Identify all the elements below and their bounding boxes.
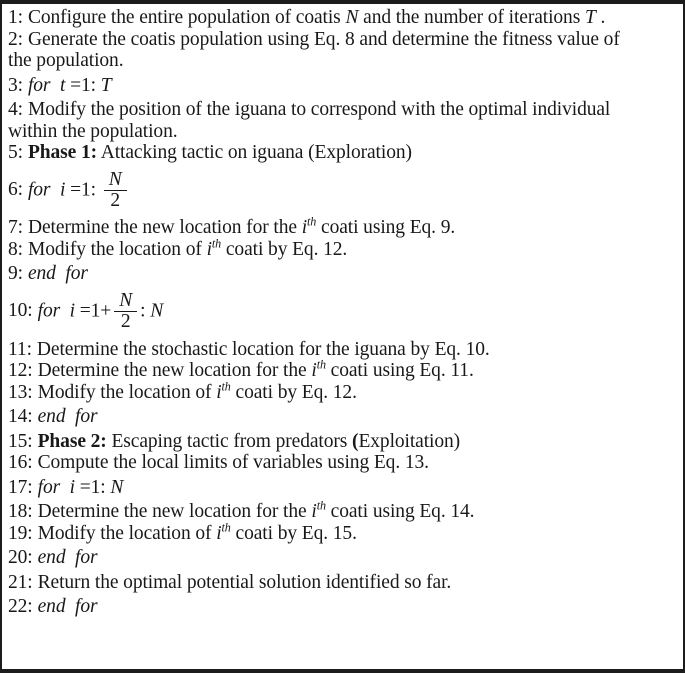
text-segment: for [37, 300, 61, 322]
text-segment: Phase 1: [27, 142, 98, 163]
line-number: 9: [8, 263, 23, 285]
text-segment: for [27, 178, 51, 200]
text-segment: th [211, 236, 222, 251]
algorithm-line-21 [8, 572, 677, 594]
algorithm-line-1 [8, 7, 677, 29]
algorithm-line-22 [8, 596, 677, 618]
text-segment: =1+ [74, 300, 112, 322]
text-segment [50, 75, 60, 96]
text-segment: Determine the new location for the [37, 360, 312, 382]
text-segment: th [316, 498, 326, 513]
line-number: 5: [8, 142, 23, 163]
line-number: 7: [8, 217, 23, 239]
text-segment: T [584, 7, 596, 28]
text-segment: Attacking tactic on iguana (Exploration) [97, 142, 412, 163]
text-segment: Generate the coatis population using Eq. 8 and determine the fitness value of [27, 28, 620, 50]
text-segment: Modify the location of [27, 238, 207, 260]
line-number: 4: [8, 99, 23, 120]
line-number: 17: [8, 476, 33, 498]
text-segment: i [60, 178, 66, 200]
line-number: 8: [8, 238, 23, 260]
text-segment: Determine the new location for the [37, 501, 312, 523]
line-number: 18: [8, 501, 33, 523]
line-number: 15: [8, 430, 33, 452]
text-segment: end for [37, 406, 98, 428]
text-segment: coati by Eq. 12. [230, 381, 357, 403]
text-segment: the population. [8, 50, 124, 71]
line-number: 19: [8, 522, 33, 544]
fraction-denominator: 2 [114, 311, 137, 332]
text-segment: Determine the stochastic location for the iguana by Eq. 10. [36, 338, 490, 360]
text-segment: i [69, 476, 75, 498]
text-segment: th [307, 214, 317, 229]
algorithm-line-6 [8, 170, 677, 212]
text-segment: for [27, 74, 51, 96]
text-segment: Configure the entire population of coatis [27, 7, 346, 28]
text-segment: Compute the local limits of variables using Eq. 13. [37, 452, 429, 474]
text-segment: th [316, 357, 326, 372]
line-number: 11: [8, 338, 32, 360]
text-segment: i [311, 360, 317, 382]
text-segment: and the number of iterations [358, 7, 585, 28]
algorithm-lines [8, 7, 677, 618]
line-number: 13: [8, 381, 33, 403]
algorithm-line-16 [8, 452, 677, 474]
text-segment: Phase 2: [37, 430, 107, 452]
text-segment: coati by Eq. 12. [221, 238, 348, 260]
text-segment: =1: [65, 178, 101, 200]
text-segment: Return the optimal potential solution identified so far. [37, 571, 452, 593]
text-segment: N [345, 7, 359, 28]
text-segment: end for [27, 263, 88, 285]
text-segment: Escaping tactic from predators [106, 430, 353, 452]
algorithm-line-3 [8, 75, 677, 97]
text-segment: within the population. [8, 120, 178, 142]
text-segment: N [110, 476, 124, 498]
text-segment: i [311, 501, 317, 523]
fraction-numerator: N [108, 168, 122, 190]
algorithm-line-9 [8, 263, 677, 285]
line-number: 21: [8, 571, 33, 593]
algorithm-line-2 [8, 29, 677, 72]
line-number: 16: [8, 452, 33, 474]
line-number: 22: [8, 596, 33, 618]
text-segment: Exploitation) [358, 430, 461, 452]
line-number: 2: [8, 28, 23, 50]
algorithm-line-5 [8, 142, 677, 164]
algorithm-line-11 [8, 339, 677, 361]
line-number: 1: [8, 7, 23, 28]
text-segment [60, 477, 70, 498]
text-segment: i [206, 238, 212, 260]
text-segment: Modify the position of the iguana to correspond with the optimal individual [27, 99, 611, 120]
text-segment: : [140, 300, 151, 322]
text-segment: end for [37, 596, 98, 618]
text-segment: i [216, 522, 222, 544]
fraction-numerator: N [119, 289, 133, 311]
text-segment: T [100, 74, 112, 96]
text-segment: Modify the location of [37, 522, 217, 544]
text-segment: =1: [65, 74, 101, 96]
algorithm-line-19 [8, 520, 677, 545]
text-segment: coati by Eq. 15. [230, 522, 357, 544]
fraction [114, 291, 137, 333]
text-segment: ( [352, 430, 359, 452]
algorithm-line-8 [8, 236, 677, 261]
algorithm-line-4 [8, 99, 677, 142]
text-segment: Modify the location of [37, 381, 217, 403]
algorithm-line-14 [8, 406, 677, 428]
text-segment: i [301, 217, 308, 239]
text-segment: Determine the new location for the [27, 217, 302, 239]
text-segment: coati using Eq. 9. [316, 217, 456, 239]
text-segment: coati using Eq. 11. [325, 360, 474, 382]
algorithm-line-7 [8, 214, 677, 239]
algorithm-line-10 [8, 291, 677, 333]
algorithm-line-13 [8, 379, 677, 404]
text-segment: . [595, 7, 606, 28]
text-segment: th [221, 379, 231, 394]
algorithm-line-18 [8, 498, 677, 523]
text-segment: end for [37, 547, 98, 569]
algorithm-line-17 [8, 477, 677, 499]
fraction-denominator: 2 [104, 190, 127, 211]
line-number: 14: [8, 406, 33, 428]
fraction [104, 170, 127, 212]
text-segment [60, 300, 70, 321]
algorithm-line-12 [8, 357, 677, 382]
line-number: 12: [8, 360, 33, 382]
line-number: 20: [8, 547, 33, 569]
text-segment: th [221, 520, 231, 535]
algorithm-line-20 [8, 547, 677, 569]
text-segment: i [216, 381, 222, 403]
text-segment: =1: [74, 476, 111, 498]
line-number: 6: [8, 178, 23, 200]
text-segment [50, 179, 60, 200]
text-segment: coati using Eq. 14. [325, 501, 475, 523]
algorithm-line-15 [8, 431, 677, 453]
text-segment: N [150, 300, 164, 322]
text-segment: t [60, 74, 66, 96]
text-segment: for [37, 476, 61, 498]
text-segment: i [69, 300, 75, 322]
line-number: 3: [8, 74, 23, 96]
line-number: 10: [8, 300, 33, 322]
